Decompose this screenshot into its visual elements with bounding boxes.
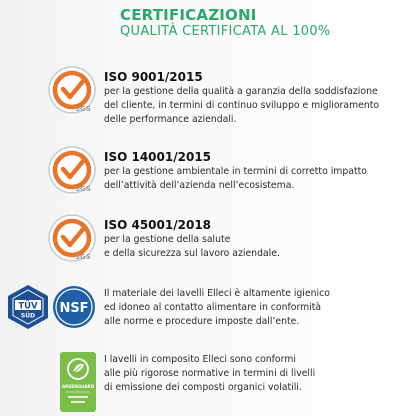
- svg-text:NSF: NSF: [59, 301, 89, 316]
- page-title: CERTIFICAZIONI: [120, 6, 257, 24]
- sgs-iso45001-icon: [46, 212, 98, 264]
- cert-heading: ISO 14001/2015: [104, 150, 212, 164]
- cert-description: per la gestione della salute e della sicurezza sul lavoro aziendale.: [104, 234, 280, 259]
- svg-text:SÜD: SÜD: [20, 312, 36, 320]
- emissions-description: I lavelli in composito Elleci sono conformi alle più rigorose normative in termini di livelli di emissione dei composti organici volatili.: [104, 354, 316, 393]
- svg-text:SGS: SGS: [75, 105, 91, 113]
- cert-iso45001: [104, 218, 412, 261]
- svg-text:SGS: SGS: [75, 253, 91, 261]
- greenguard-icon: [60, 352, 96, 412]
- cert-heading: ISO 45001/2018: [104, 218, 212, 232]
- svg-text:TÜV: TÜV: [18, 301, 38, 312]
- sgs-iso9001-icon: [46, 64, 98, 116]
- nsf-icon: [52, 285, 96, 329]
- cert-description: per la gestione della qualità a garanzia della soddisfazione del cliente, in termini di continuo sviluppo e miglioramento delle performance aziendali.: [104, 86, 380, 125]
- cert-iso14001: [104, 150, 412, 193]
- cert-heading: ISO 9001/2015: [104, 70, 203, 84]
- svg-text:GREENGUARD: GREENGUARD: [61, 384, 95, 389]
- svg-text:SGS: SGS: [75, 185, 91, 193]
- sgs-iso14001-icon: [46, 144, 98, 196]
- cert-iso9001: [104, 70, 412, 127]
- hygiene-description: Il materiale dei lavelli Elleci è altamente igienico ed idoneo al contatto alimentare in conformità alle norme e procedure imposte dall’ente.: [104, 288, 330, 327]
- page-subtitle: QUALITÀ CERTIFICATA AL 100%: [120, 24, 331, 39]
- tuv-sud-icon: [6, 284, 50, 330]
- cert-description: per la gestione ambientale in termini di corretto impatto dell’attività dell’azienda nell’ecosistema.: [104, 166, 367, 191]
